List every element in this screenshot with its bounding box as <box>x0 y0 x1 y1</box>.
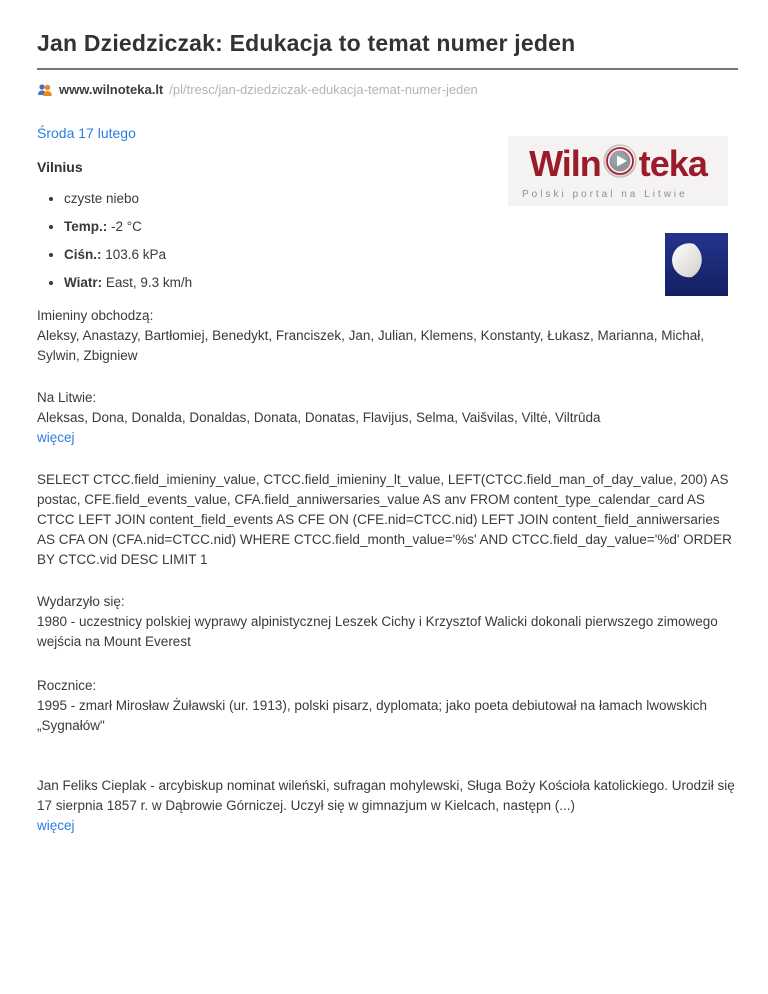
events-heading: Wydarzyło się: <box>37 594 125 609</box>
wilnoteka-logo <box>508 136 728 206</box>
source-domain: www.wilnoteka.lt <box>59 82 164 97</box>
weather-item-sky: • czyste niebo <box>64 189 738 208</box>
namedays-more-link[interactable]: więcej <box>37 430 75 445</box>
person-more-link[interactable]: więcej <box>37 818 75 833</box>
logo-word-right: teka <box>638 142 707 184</box>
namedays-heading: Imieniny obchodzą: <box>37 308 154 323</box>
namedays-lt-section <box>37 388 738 448</box>
namedays-names: Aleksy, Anastazy, Bartłomiej, Benedykt, Franciszek, Jan, Julian, Klemens, Konstanty, Łukasz, Marianna, Michał, Sylwin, Zbigniew <box>37 328 705 363</box>
namedays-lt-names: Aleksas, Dona, Donalda, Donaldas, Donata, Donatas, Flavijus, Selma, Vaišvilas, Viltė, Viltrūda <box>37 410 601 425</box>
events-section <box>37 592 738 652</box>
title-divider <box>37 68 738 70</box>
namedays-lt-heading: Na Litwie: <box>37 390 97 405</box>
play-icon <box>601 143 639 185</box>
moon-icon <box>665 233 728 296</box>
anniversaries-heading: Rocznice: <box>37 678 97 693</box>
anniversaries-section <box>37 676 738 736</box>
person-of-day-text: Jan Feliks Cieplak - arcybiskup nominat wileński, sufragan mohylewski, Sługa Boży Kościoła katolickiego. Urodził się 17 sierpnia 1857 r. w Dąbrowie Górniczej. Uczył się w gimnazjum w Kielcach, następn (...) <box>37 778 735 813</box>
weather-item-wind: • Wiatr: East, 9.3 km/h <box>64 273 738 292</box>
namedays-section <box>37 306 738 366</box>
events-text: 1980 - uczestnicy polskiej wyprawy alpinistycznej Leszek Cichy i Krzysztof Walicki dokonali pierwszego zimowego wejścia na Mount Everest <box>37 614 718 649</box>
people-icon <box>37 83 53 97</box>
date-link[interactable]: Środa 17 lutego <box>37 125 136 141</box>
logo-word-left: Wiln <box>529 142 601 184</box>
logo-tagline: Polski portal na Litwie <box>522 188 688 200</box>
weather-city: Vilnius <box>37 159 83 175</box>
weather-item-pressure: • Ciśn.: 103.6 kPa <box>64 245 738 264</box>
sql-debug-text: SELECT CTCC.field_imieniny_value, CTCC.field_imieniny_lt_value, LEFT(CTCC.field_man_of_day_value, 200) AS postac, CFE.field_events_value, CFA.field_anniwersaries_value AS anv FROM content_type_calendar_card AS CTCC LEFT JOIN content_field_events AS CFE ON (CFE.nid=CTCC.nid) LEFT JOIN content_field_anniwersaries AS CFA ON (CFA.nid=CTCC.nid) WHERE CTCC.field_month_value='%s' AND CTCC.field_day_value='%d' ORDER BY CTCC.vid DESC LIMIT 1 <box>37 472 732 567</box>
anniversaries-text: 1995 - zmarł Mirosław Żuławski (ur. 1913), polski pisarz, dyplomata; jako poeta debiutował na łamach lwowskich „Sygnałów" <box>37 698 708 733</box>
source-path: /pl/tresc/jan-dziedziczak-edukacja-temat-numer-jeden <box>169 82 478 97</box>
weather-item-temp: • Temp.: -2 °C <box>64 217 738 236</box>
source-url-line <box>37 82 738 97</box>
person-of-day-section <box>37 776 738 836</box>
page-title: Jan Dziedziczak: Edukacja to temat numer jeden <box>37 30 576 56</box>
